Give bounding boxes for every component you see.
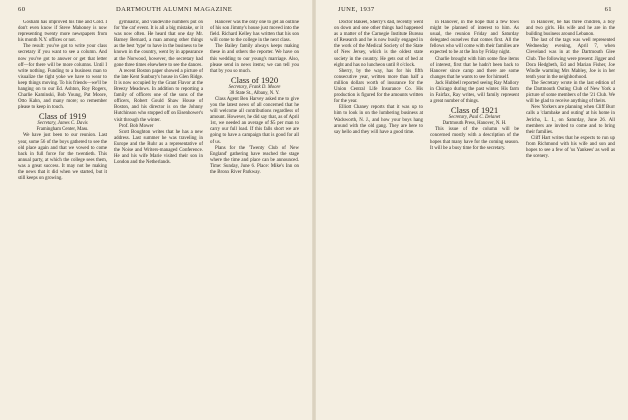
paragraph: Sherry, by the way, has for his fifth consecutive year, written more than half a million dollars worth of insurance for the Union Central Life Insurance Co. His production is figured for the amounts written for the year. bbox=[334, 68, 423, 105]
right-column-3 bbox=[526, 20, 615, 416]
class-address: Framingham Center, Mass. bbox=[36, 127, 89, 133]
paragraph: in Hanover, in the hope that a few tows might be planned of interest to him. As usual, the reunion Friday and Saturday delegated ourselves that comes first. All the fellows who will come with their families are expected to be at the Inn by Friday night. bbox=[430, 20, 519, 56]
class-heading: Class of 1919 bbox=[38, 111, 87, 122]
paragraph: The Secretary wrote in the last edition of the Dartmouth Outing Club of New York a picture of some members of the '21 Club. We will be glad to receive anything of theirs. bbox=[526, 80, 615, 105]
right-page-number: 61 bbox=[604, 6, 612, 13]
left-page bbox=[0, 0, 312, 420]
left-running-head bbox=[18, 6, 296, 16]
paragraph: This issue of the column will be concerned mostly with a description of the hopes that many have for the coming season. It will be a busy time for the secretary. bbox=[430, 127, 519, 151]
paragraph: Jack Hubbell reported seeing Ray Mallory in Chicago during the past winter. His farm in Fairfax, Ray writes, will family represent a great number of things. bbox=[430, 80, 519, 105]
left-column-3 bbox=[210, 20, 299, 416]
class-secretary: Secretary, Frank D. Moore bbox=[228, 84, 281, 90]
paragraph: Gosham has improved his fine and Cold. I don't even know if Steve Mahoney is now representing twenty more newspapers from his month N.Y. offices or not. bbox=[18, 20, 107, 44]
right-page bbox=[316, 0, 628, 420]
paragraph: Scott Boughton writes that he has a new address. Last summer he was traveling in Europe and the Ruhr as a representative of the Noise and Writers-managed Conference. He and his wife Marie visited their son in London and the Netherlands. bbox=[114, 129, 203, 166]
paragraph: Elliott Chaney reports that it was up to him to look in on the lumbering business at Wadsworth, N. J., and how your boys hang around with the old gang. They are here to say hello and they will have a good time. bbox=[334, 105, 423, 135]
class-secretary: Secretary, Paul C. Delanet bbox=[448, 115, 501, 121]
class-address: 38 State St., Albany, N. Y. bbox=[229, 90, 280, 96]
paragraph: Cliff Hart writes that he expects to run up from Richmond with his wife and son and hopes to see a few of 'us Yankees' as well as the scenery. bbox=[526, 135, 615, 160]
right-running-head bbox=[334, 6, 612, 16]
left-running-title: DARTMOUTH ALUMNI MAGAZINE bbox=[116, 6, 233, 13]
paragraph: New Yorkers are planning when Cliff Burr calls a 'clambake and outing' at his home in Jericho, L. I., on Saturday, June 26. All members are invited to come and to bring their families. bbox=[526, 105, 615, 135]
left-column-2 bbox=[114, 20, 203, 416]
left-columns bbox=[18, 20, 298, 416]
paragraph: gymnastic, and vaudeville numbers put on for 'the cat' event. It is all a big mistake, or it was now often. He heard that one day Mr. Barney Bernard, a man among other things as the best 'type' to have in the business to be known in the country, went by in appearance at the Norwood, however, the secretary had gone three times elsewhere to see the dances. bbox=[114, 20, 203, 68]
paragraph: The Bailey family always keeps making these in and others the reporter. We have on this wedding to our young's marriage. Also, please send in news items; we can tell you that by you so much. bbox=[210, 44, 299, 74]
paragraph: Doctor Bakeel, Sherry's dad, recently went on down and one other things had happened as a matter of the Carnegie Institute Bureau of Research and he is now busily engaged in the work of the Medical Society of the State of New Jersey, which is the oldest state society in the country. He gets out of bed at eight and has no luncheon until 8 o'clock. bbox=[334, 20, 423, 68]
paragraph: Plans for the 'Twenty Club of New England' gathering have reached the stage where the time and place can be announced. Time: Sunday, June 6. Place: Mike's Inn on the Bronx River Parkway. bbox=[210, 145, 299, 175]
paragraph: The result: you've got to write your class secretary if you want to see a column. And now you've got to answer or get that letter off—for there will be more columns. Until I write nothing. Funding to a business man to visualize the tight yoke we have to wear to keep things moving. To his friends—we'll be hanging on to our Ed. Ashton, Roy Rogers, Charlie Kaminski, Bob Young, Pat Moore, Otto Kahn, and many more; so remember please to keep in touch. bbox=[18, 44, 107, 111]
class-address: Dartmouth Press, Hanover, N. H. bbox=[442, 121, 507, 127]
paragraph: The last of the tags was well represented Wednesday evening, April 7, when Cleveland was in at the Dartmouth Glee Club. The following were present: Jigger and Dora Hedgbeth, Ed and Marian Fisher, Joe Windle warming Mrs Mabley, Joe is in her tenth year in the neighborhood. bbox=[526, 38, 615, 80]
paragraph: Prof. Bob Mower bbox=[119, 123, 154, 129]
left-column-1 bbox=[18, 20, 107, 416]
right-columns bbox=[334, 20, 614, 416]
paragraph: We have just been to our reunion. Last year, some 56 of the boys gathered to see the old place again and that we vowed to come back in full force for the twentieth. This annual party, at which the college sees them, was a great success. It may not be making the news that it did when we started, but it still keeps on growing. bbox=[18, 133, 107, 182]
right-column-1 bbox=[334, 20, 423, 416]
class-heading: Class of 1921 bbox=[450, 105, 499, 116]
paragraph: Class Agent Ben Harvey asked me to give you the latest news of all concerned that he will welcome all contributions regardless of amount. However, he did say that, as of April 1st, we needed an average of $5 per man to carry our full load. If this falls short we are going to have a campaign that is good for all of us. bbox=[210, 96, 299, 145]
right-column-2 bbox=[430, 20, 519, 416]
left-page-number: 60 bbox=[18, 6, 26, 13]
paragraph: A recent Boston paper showed a picture of the late Kent Sunbury's house in Glen Ridge. It is now occupied by the Grant Flavor at the Breezy Meadows. In addition to reporting a family of officers one of the sons of the officers, Robert Gould Shaw House of Boston, and his director is on the Johnny Hutchinson who stopped off on Eisenhower's visit through the winter. bbox=[114, 68, 203, 123]
paragraph: Charlie brought with him some fine items of interest, first that he hadn't been back to Hanover since camp and there are some changes that he wants to see for himself. bbox=[430, 56, 519, 80]
right-running-date: JUNE, 1937 bbox=[338, 6, 375, 13]
class-secretary: Secretary, James C. Davis bbox=[37, 121, 88, 127]
class-heading: Class of 1920 bbox=[230, 74, 279, 85]
paragraph: in Hanover, he has three children, a boy and two girls. His wife and he are in the building business around Lebanon. bbox=[526, 20, 615, 38]
paragraph: Hanover was the only one to get an outline of his son Jimmy's house just moved into the field. Richard Kelley has written that his son will come to the college in the next class. bbox=[210, 20, 299, 44]
